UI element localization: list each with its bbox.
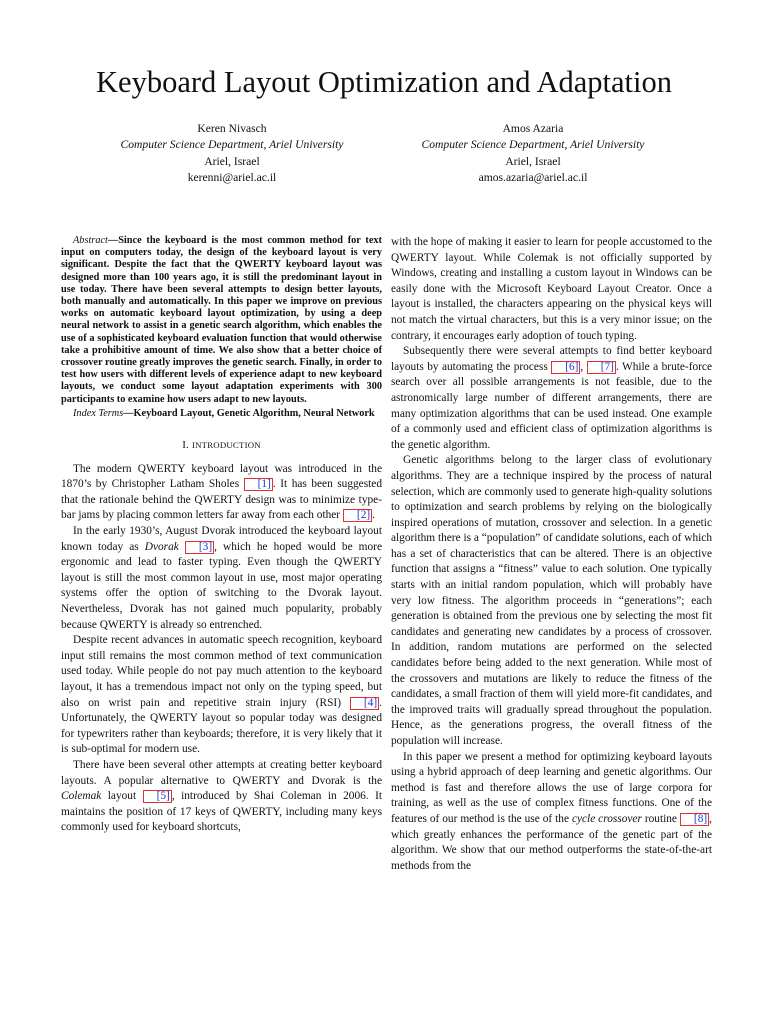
citation-link[interactable] xyxy=(680,813,709,825)
intro-paragraph-4 xyxy=(61,758,382,836)
intro-paragraph-4-continued xyxy=(391,235,712,344)
author-affiliation: Computer Science Department, Ariel University xyxy=(120,138,344,152)
text-run: Despite recent advances in automatic speech recognition, keyboard input still remains the most common method of text communication used today. While people do not pay much attention to the keyboard layout, it has a tremendous impact not only on the typing speed, but also on wrist pain and repetitive strain injury (RSI) xyxy=(61,634,382,709)
citation-text: [1] xyxy=(244,478,273,491)
intro-paragraph-1 xyxy=(61,462,382,524)
citation-text: [4] xyxy=(350,697,379,710)
right-column xyxy=(391,235,712,874)
citation-text: [7] xyxy=(587,361,616,374)
emphasis-text: Dvorak xyxy=(144,540,179,553)
author-affiliation: Computer Science Department, Ariel University xyxy=(421,138,645,152)
citation-link[interactable] xyxy=(551,361,580,373)
intro-paragraph-2 xyxy=(61,524,382,633)
text-run: layout xyxy=(101,790,143,803)
citation-text: [3] xyxy=(185,541,214,554)
citation-text: [8] xyxy=(680,813,709,826)
abstract-text: —Since the keyboard is the most common method for text input on computers today, the design of the keyboard layout is very significant. Despite the fact that the QWERTY keyboard layout was designed more than 100 years ago, it is still the predominant layout in use today. There have been several attempts to design better layouts, both manually and automatically. In this paper we improve on previous works on automatic keyboard layout optimization, by using a deep neural network to assist in a genetic search algorithm, which enables the use of a sophisticated keyboard evaluation function that would otherwise take a prohibitive amount of time. We also show that a better choice of crossover routine greatly improves the genetic search. Finally, in order to test how users with different levels of experience adapt to new keyboard layouts, we conduct some layout adaptation experiments with 300 participants to examine how users adapt to new layouts. xyxy=(61,235,382,405)
text-run: Subsequently there were several attempts to find better keyboard layouts by automating the process xyxy=(391,345,712,373)
text-run: , which greatly enhances the performance of the genetic part of the algorithm. We show that our method outperforms the state-of-the-art methods from the xyxy=(391,812,712,872)
author-location: Ariel, Israel xyxy=(204,154,260,168)
citation-text: [6] xyxy=(551,361,580,374)
author-email: amos.azaria@ariel.ac.il xyxy=(478,170,588,184)
text-run: , introduced by Shai Coleman in 2006. It maintains the position of 17 keys of QWERTY, including many keys commonly used for keyboard shortcuts, xyxy=(61,790,382,834)
citation-link[interactable] xyxy=(350,697,379,709)
text-run: , which he hoped would be more ergonomic and lead to faster typing. Even though the QWERTY layout is still the most common layout in use, most major operating systems offer the option of switching to the Dvorak layout. Nevertheless, Dvorak has not gained much popularity, probably because QWERTY is already so entrenched. xyxy=(61,540,382,631)
text-run: There have been several other attempts at creating better keyboard layouts. A popular alternative to QWERTY and Dvorak is the xyxy=(61,758,382,787)
abstract-label: Abstract xyxy=(73,235,108,246)
paper-title: Keyboard Layout Optimization and Adaptation xyxy=(96,65,672,99)
text-run: . Unfortunately, the QWERTY layout so popular today was designed for typewriters rather than keyboards; therefore, it is very likely that it is sub-optimal for modern use. xyxy=(61,696,382,756)
section-heading xyxy=(61,438,382,454)
text-run: . It has been suggested that the rationale behind the QWERTY design was to minimize type-bar jams by placing common letters far away from each other xyxy=(61,478,382,522)
section-title: INTRODUCTION xyxy=(191,440,261,451)
author-location: Ariel, Israel xyxy=(505,154,561,168)
text-run: . While a brute-force search over all possible arrangements is not feasible, due to the astronomically large number of different arrangements, there are many optimization algorithms that can be used instead. One example of a commonly used and efficient class of optimization algorithms is the genetic algorithm. xyxy=(391,360,712,451)
text-run: , xyxy=(580,360,587,373)
intro-paragraph-5 xyxy=(391,344,712,453)
author-email: kerenni@ariel.ac.il xyxy=(187,170,277,184)
author-name: Keren Nivasch xyxy=(197,122,267,135)
section-number: I. xyxy=(182,439,192,452)
author-name: Amos Azaria xyxy=(502,122,564,135)
text-run: Genetic algorithms belong to the larger class of evolutionary algorithms. They are a technique inspired by the process of natural selection, which are commonly used to generate high-quality solutions to optimization and search problems by relying on the biologically inspired operations of mutation, crossover and selection. In a genetic algorithm there is a “population” of candidate solutions, each of which has a set of characteristics that can be altered. There is an objective function that assigns a “fitness” value to each solution. One typically starts with an initial random population, which will probably have very low fitness. The algorithm proceeds in “generations”; each generation is obtained from the previous one by selecting the most fit candidates and generating new candidates by a process of crossover. In addition, random mutations are performed on the selected candidates before being added to the next generation. While most of the crossovers and mutations are likely to reduce the fitness of the candidates, a small fraction of them will yield more-fit candidates, and the improved traits will gradually spread throughout the population. Hence, as the generations progress, the overall fitness of the population will increase. xyxy=(391,454,712,747)
left-column xyxy=(61,235,382,836)
citation-link[interactable] xyxy=(185,541,214,553)
emphasis-text: cycle crossover xyxy=(571,812,642,825)
citation-text: [5] xyxy=(143,790,172,803)
author-block-2 xyxy=(383,121,683,186)
index-terms xyxy=(61,408,382,420)
text-run: In this paper we present a method for optimizing keyboard layouts using a hybrid approach of deep learning and genetic algorithms. Our method is fast and therefore allows the use of large corpora for training, as well as the use of complex fitness functions. One of the features of our method is the use of the xyxy=(391,750,712,825)
emphasis-text: Colemak xyxy=(61,790,102,803)
citation-link[interactable] xyxy=(143,790,172,802)
abstract xyxy=(61,235,382,406)
intro-paragraph-6 xyxy=(391,453,712,749)
text-run: In the early 1930’s, August Dvorak introduced the keyboard layout known today as xyxy=(61,525,382,553)
author-block-1 xyxy=(82,121,382,186)
citation-link[interactable] xyxy=(587,361,616,373)
citation-text: [2] xyxy=(343,509,372,522)
index-terms-label: Index Terms xyxy=(73,407,124,419)
index-terms-text: —Keyboard Layout, Genetic Algorithm, Neural Network xyxy=(123,407,375,419)
intro-paragraph-7 xyxy=(391,750,712,875)
intro-paragraph-3 xyxy=(61,633,382,758)
citation-link[interactable] xyxy=(343,509,372,521)
text-run: with the hope of making it easier to learn for people accustomed to the QWERTY layout. While Colemak is not officially supported by Windows, creating and installing a custom layout in Windows can be easily done with the Microsoft Keyboard Layout Creator. Once a layout is installed, the characters appearing on the physical keys will not match the virtual characters, but this is a very minor issue; on the contrary, it encourages early adoption of touch typing. xyxy=(391,236,712,342)
text-run: The modern QWERTY keyboard layout was introduced in the 1870’s by Christopher Latham Sholes xyxy=(61,462,382,491)
text-run: routine xyxy=(641,812,680,825)
citation-link[interactable] xyxy=(244,478,273,490)
text-run: . xyxy=(372,509,375,522)
